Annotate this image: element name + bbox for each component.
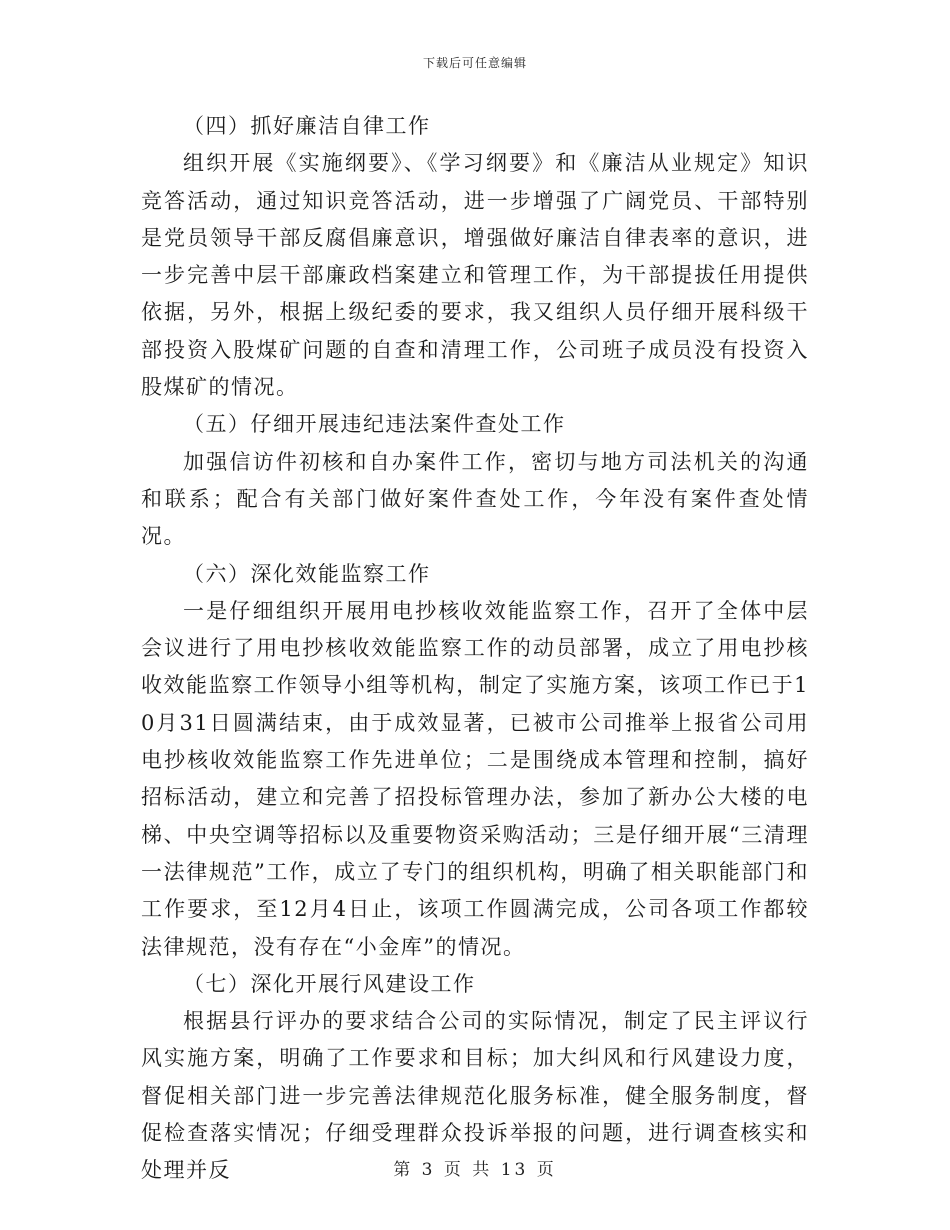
section-paragraph-4: 组织开展《实施纲要》、《学习纲要》和《廉洁从业规定》知识竞答活动，通过知识竞答活动，进一步增强了广阔党员、干部特别是党员领导干部反腐倡廉意识，增强做好廉洁自律表率的意识，进一步完善中层干部廉政档案建立和管理工作，为干部提拔任用提供依据，另外，根据上级纪委的要求，我又组织人员仔细开展科级干部投资入股煤矿问题的自查和清理工作，公司班子成员没有投资入股煤矿的情况。 — [141, 151, 809, 400]
section-heading-4: （四）抓好廉洁自律工作 — [183, 114, 431, 138]
page-footer: 第 3 页 共 13 页 — [393, 1160, 557, 1180]
section-heading-5: （五）仔细开展违纪违法案件查处工作 — [183, 412, 566, 437]
page-header: 下载后可任意编辑 — [422, 56, 527, 70]
document-body — [141, 108, 809, 1190]
section-paragraph-6: 一是仔细组织开展用电抄核收效能监察工作，召开了全体中层会议进行了用电抄核收效能监察工作的动员部署，成立了用电抄核收效能监察工作领导小组等机构，制定了实施方案，该项工作已于10月31日圆满结束，由于成效显著，已被市公司推举上报省公司用电抄核收效能监察工作先进单位；二是围绕成本管理和控制，搞好招标活动，建立和完善了招投标管理办法，参加了新办公大楼的电梯、中央空调等招标以及重要物资采购活动；三是仔细开展“三清理一法律规范”工作，成立了专门的组织机构，明确了相关职能部门和工作要求，至12月4日止，该项工作圆满完成，公司各项工作都较法律规范，没有存在“小金库”的情况。 — [141, 598, 809, 959]
section-heading-6: （六）深化效能监察工作 — [183, 561, 431, 586]
section-heading-7: （七）深化开展行风建设工作 — [183, 971, 476, 996]
section-paragraph-5: 加强信访件初核和自办案件工作，密切与地方司法机关的沟通和联系；配合有关部门做好案件查处工作，今年没有案件查处情况。 — [141, 449, 809, 549]
section-paragraph-7: 根据县行评办的要求结合公司的实际情况，制定了民主评议行风实施方案，明确了工作要求和目标；加大纠风和行风建设力度，督促相关部门进一步完善法律规范化服务标准，健全服务制度，督促检查落实情况；仔细受理群众投诉举报的问题，进行调查核实和处理并反 — [141, 1009, 809, 1183]
